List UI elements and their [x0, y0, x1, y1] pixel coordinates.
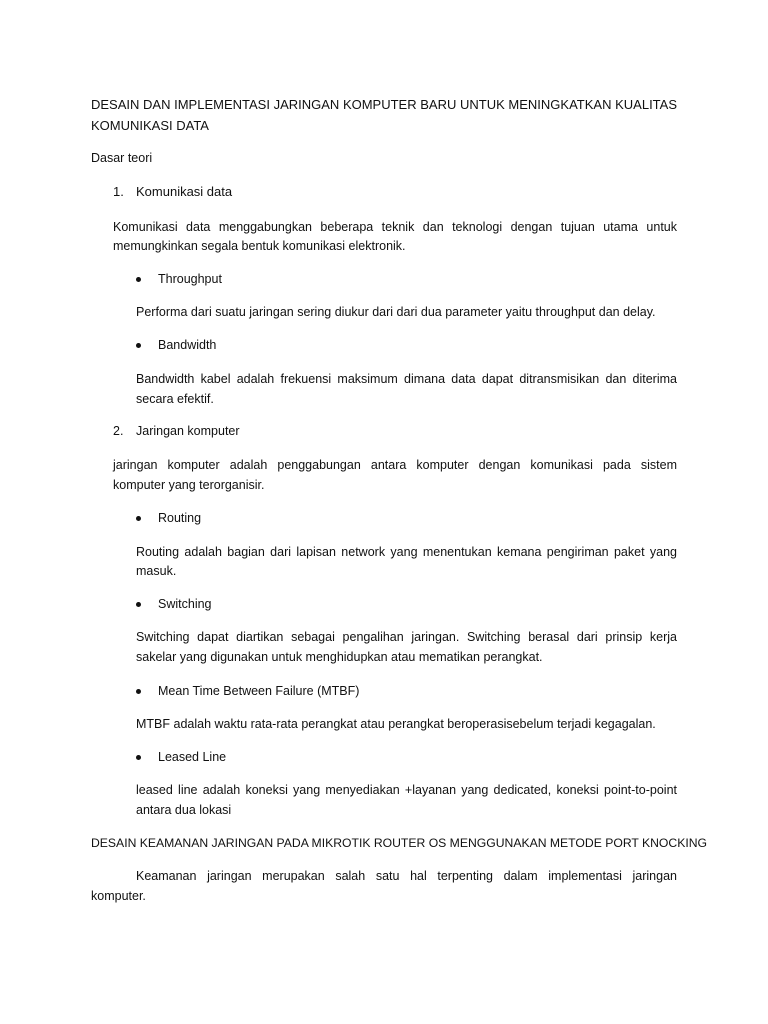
section-2-number: 2. [113, 424, 124, 438]
document-title-line-1: DESAIN DAN IMPLEMENTASI JARINGAN KOMPUTER BARU UNTUK MENINGKATKAN KUALITAS [91, 97, 677, 112]
item-text-routing-line-2: masuk. [136, 564, 177, 578]
closing-paragraph-line-2: komputer. [91, 889, 146, 903]
item-text-leased-line-line-2: antara dua lokasi [136, 803, 232, 817]
bullet-icon [136, 755, 141, 760]
closing-paragraph-line-1: Keamanan jaringan merupakan salah satu hal terpenting dalam implementasi jaringan [136, 869, 677, 883]
item-label-leased-line: Leased Line [158, 750, 227, 764]
item-label-routing: Routing [158, 511, 202, 525]
bullet-icon [136, 277, 141, 282]
item-label-throughput: Throughput [158, 272, 222, 286]
section-1-intro-line-2: memungkinkan segala bentuk komunikasi elektronik. [113, 239, 406, 253]
item-text-throughput-line-1: Performa dari suatu jaringan sering diukur dari dari dua parameter yaitu throughput dan delay. [136, 305, 656, 319]
bullet-icon [136, 343, 141, 348]
document-title-line-2: KOMUNIKASI DATA [91, 118, 209, 133]
item-text-switching-line-2: sakelar yang digunakan untuk menghidupkan atau mematikan perangkat. [136, 650, 543, 664]
item-label-bandwidth: Bandwidth [158, 338, 217, 352]
item-text-bandwidth-line-2: secara efektif. [136, 392, 214, 406]
section-1-number: 1. [113, 184, 124, 199]
item-label-switching: Switching [158, 597, 212, 611]
item-text-routing-line-1: Routing adalah bagian dari lapisan network yang menentukan kemana pengiriman paket yang [136, 545, 677, 559]
section-subtitle: Dasar teori [91, 151, 153, 165]
item-text-bandwidth-line-1: Bandwidth kabel adalah frekuensi maksimum dimana data dapat ditransmisikan dan diterima [136, 372, 677, 386]
bullet-icon [136, 602, 141, 607]
item-text-mtbf-line-1: MTBF adalah waktu rata-rata perangkat atau perangkat beroperasisebelum terjadi kegagalan. [136, 717, 656, 731]
section-1-intro-line-1: Komunikasi data menggabungkan beberapa teknik dan teknologi dengan tujuan utama untuk [113, 220, 677, 234]
second-document-title: DESAIN KEAMANAN JARINGAN PADA MIKROTIK ROUTER OS MENGGUNAKAN METODE PORT KNOCKING [91, 836, 708, 850]
bullet-icon [136, 689, 141, 694]
item-text-leased-line-line-1: leased line adalah koneksi yang menyediakan +layanan yang dedicated, koneksi point-to-point [136, 783, 677, 797]
section-2-intro-line-2: komputer yang terorganisir. [113, 478, 265, 492]
item-text-switching-line-1: Switching dapat diartikan sebagai pengalihan jaringan. Switching berasal dari prinsip kerja [136, 630, 677, 644]
section-2-intro-line-1: jaringan komputer adalah penggabungan antara komputer dengan komunikasi pada sistem [113, 458, 677, 472]
bullet-icon [136, 516, 141, 521]
section-1-heading: Komunikasi data [136, 184, 233, 199]
section-2-heading: Jaringan komputer [136, 424, 240, 438]
item-label-mtbf: Mean Time Between Failure (MTBF) [158, 684, 360, 698]
